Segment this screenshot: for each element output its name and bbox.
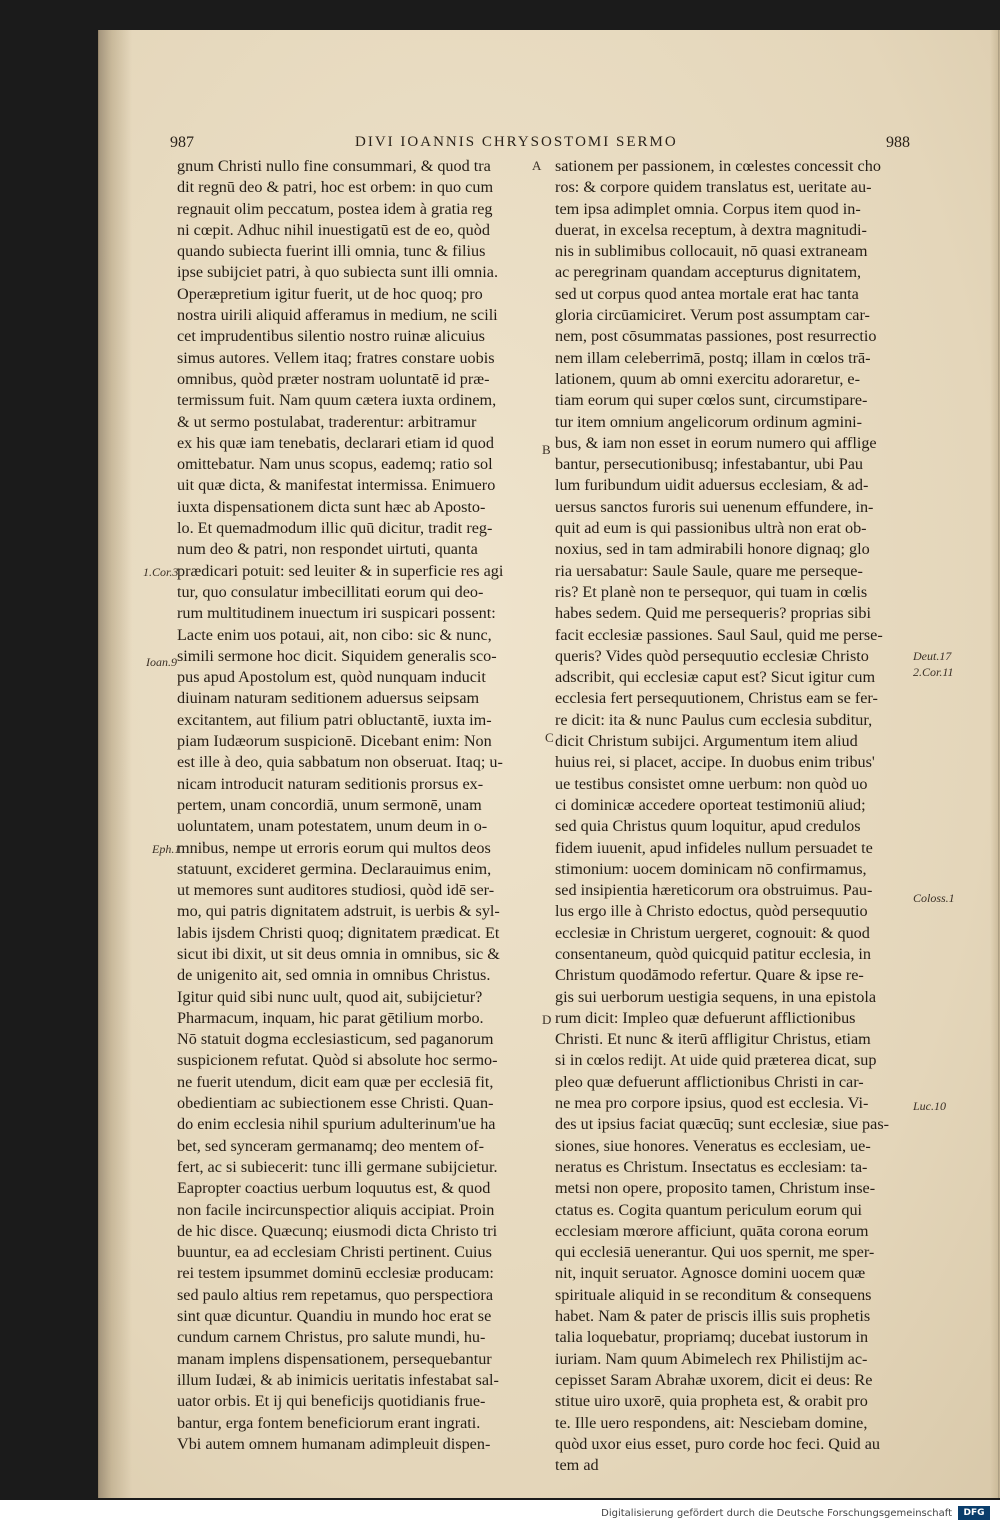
text-line: rum dicit: Impleo quæ defuerunt afflictionibus [555,1008,856,1027]
text-line: ut memores sunt auditores studiosi, quòd idē ser- [177,881,495,900]
text-line: spirituale aliquid in se reconditum & consequens [555,1285,872,1304]
text-line: sint quæ dicuntur. Quandiu in mundo hoc erat se [177,1307,492,1326]
text-line: tem ad [555,1456,599,1475]
text-line: sed ut corpus quod antea mortale erat hac tanta [555,284,859,303]
section-marker-b: B [542,442,551,457]
text-line: Christi. Et nunc & iterū affligitur Christus, etiam [555,1030,871,1049]
text-line: bantur, erga fontem beneficiorum erant ingrati. [177,1413,481,1432]
text-line: omnibus, quòd præter nostram uoluntatē id præ- [177,369,490,388]
text-line: sed insipientia hæreticorum ora obstruimus. Pau- [555,881,873,900]
funding-credit: Digitalisierung gefördert durch die Deutsche Forschungsgemeinschaft [601,1508,952,1519]
text-line: rum multitudinem inuectum iri suspicari possent: [177,604,496,623]
text-line: lo. Et quemadmodum illic quū dicitur, tradit reg- [177,519,493,538]
text-line: num deo & patri, non respondet uirtuti, quanta [177,540,478,559]
text-line: cepisset Saram Abrahæ uxorem, dicit ei deus: Re [555,1370,873,1389]
text-line: pus apud Apostolum est, quòd nunquam inducit [177,668,486,687]
text-line: gnum Christi nullo fine consummari, & quod tra [177,157,491,175]
text-line: manam implens dispensationem, persequebantur [177,1349,492,1368]
text-line: & ut sermo postulabat, traderentur: arbitramur [177,412,477,431]
digitization-footer [0,1500,1000,1526]
text-line: mnibus, nempe ut erroris eorum qui multos deos [177,838,491,857]
text-line: dit regnū deo & patri, hoc est orbem: in quo cum [177,178,494,197]
text-line: bantur, persecutionibusq; infestabantur, ubi Pau [555,455,863,474]
text-line: ipse subijciet patri, à quo subiecta sunt illi omnia. [177,263,498,282]
text-line: prædicari potuit: sed leuiter & in superficie res agi [177,561,504,580]
text-line: Christum quodāmodo refertur. Quare & ipse re- [555,966,864,985]
text-line: quit ad eum is qui passionibus ultrà non erat ob- [555,519,867,538]
text-line: fert, ac si subiecerit: tunc illi germane subijcietur. [177,1157,498,1176]
text-line: queris? Vides quòd persequutio ecclesiæ Christo [555,646,869,665]
text-line: ni cœpit. Adhuc nihil inuestigatū est de eo, quòd [177,220,490,239]
text-line: omittebatur. Nam unus scopus, eademq; ratio sol [177,455,493,474]
text-line: est ille à deo, quia sabbatum non obseruat. Itaq; u- [177,753,503,772]
margin-note-coloss: Coloss.1 [913,891,955,905]
text-line: non facile incircunspectior aliquis accipiat. Proin [177,1200,495,1219]
text-line: si in cœlos redijt. At uide quid præterea dicat, sup [555,1051,877,1070]
text-line: piam Iudæorum suspicionē. Dicebant enim: Non [177,732,492,751]
text-line: cet imprudentibus silentio nostro ruinæ alicuius [177,327,485,346]
text-line: labis ijsdem Christi quoq; dignitatem prædicat. Et [177,923,500,942]
text-line: bus, & iam non esset in eorum numero qui afflige [555,433,877,452]
text-line: de hic disce. Quæcunq; eiusmodi dicta Christo tri [177,1221,498,1240]
text-line: statuunt, excideret germina. Declarauimus enim, [177,859,492,878]
text-line: tiam eorum qui super cœlos sunt, circumstipare- [555,391,868,410]
text-line: uersus sanctos furoris sui uenenum effundere, in- [555,497,874,516]
page-number-right: 988 [886,134,910,151]
text-line: fidem iuuenit, apud infideles nullum persuadet te [555,838,873,857]
text-line: suspicionem refutat. Quòd si absolute hoc sermo- [177,1051,498,1070]
margin-note-luc: Luc.10 [913,1099,946,1113]
text-line: simus autores. Vellem itaq; fratres constare uobis [177,348,495,367]
text-line: Eapropter coactius uerbum loquutus est, & quod [177,1179,491,1198]
left-text-column [177,156,545,1455]
text-line: ctatus es. Cogita quantum periculum eorum qui [555,1200,863,1219]
text-line: iuriam. Nam quum Abimelech rex Philistijm ac- [555,1349,868,1368]
text-line: tur, quo consulatur imbecillitati eorum qui deo- [177,582,484,601]
margin-note-1-cor: 1.Cor.3 [143,565,179,579]
text-line: rei testem ipsummet dominū ecclesiæ producam: [177,1264,494,1283]
text-line: excitantem, aut filium patri obluctantē, iuxta im- [177,710,492,729]
text-line: des ut ipsius faciat quæcūq; sunt ecclesiæ, siue pas- [555,1115,890,1134]
page-gutter-shadow [98,30,132,1498]
text-line: ne mea pro corpore ipsius, quod est ecclesia. Vi- [555,1094,869,1113]
text-line: habet. Nam & pater de priscis illis suis prophetis [555,1307,871,1326]
text-line: talia loquebatur, propriamq; ducebat iustorum in [555,1328,869,1347]
text-line: ne fuerit utendum, dicit eam quæ per ecclesiā fit, [177,1072,494,1091]
text-line: ci dominicæ accedere oporteat testimoniū aliud; [555,795,866,814]
text-line: gloria circūamiciret. Verum post assumptam car- [555,306,870,325]
text-line: iuxta dispensationem dicta sunt hæc ab Aposto- [177,497,486,516]
text-line: ecclesiam mœrore afficiunt, quāta corona eorum [555,1221,869,1240]
text-line: ac peregrinam quandam accepturus dignitatem, [555,263,862,282]
text-line: metsi non opere, proposito tamen, Christum inse- [555,1179,876,1198]
right-text-column [555,156,910,1476]
text-line: stitue uiro uxorē, quia propheta est, & orabit pro [555,1392,868,1411]
text-line: noxius, sed in tam admirabili honore dignaq; glo [555,540,870,559]
text-line: termissum fuit. Nam quum cætera iuxta ordinem, [177,391,497,410]
text-line: cundum carnem Christus, pro salute mundi, hu- [177,1328,486,1347]
text-line: pertem, unam concordiā, unum sermonē, unam [177,795,482,814]
text-line: lum furibundum uidit aduersus ecclesiam, & ad- [555,476,869,495]
text-line: simili sermone hoc dicit. Siquidem generalis sco- [177,646,497,665]
text-line: lationem, quum ab omni exercitu adoraretur, e- [555,369,861,388]
text-line: tem ipsa adimplet omnia. Corpus item quod in- [555,199,861,218]
text-line: uator orbis. Et ij qui beneficijs quotidianis frue- [177,1392,486,1411]
text-line: uit quæ dicta, & manifestat intermissa. Enimuero [177,476,496,495]
text-line: do enim ecclesia nihil spurium adulterinum'ue ha [177,1115,496,1134]
text-line: quòd uxor eius esset, puro corde hoc feci. Quid au [555,1434,881,1453]
text-line: Pharmacum, inquam, hic parat gētilium morbo. [177,1008,484,1027]
text-line: ecclesiæ in Christum uergeret, cognouit: & quod [555,923,870,942]
text-line: consentaneum, quòd quicquid patitur ecclesia, in [555,944,872,963]
text-line: Lacte enim uos potaui, ait, non cibo: sic & nunc, [177,625,492,644]
margin-note-ioan: Ioan.9 [146,655,177,669]
text-line: obedientiam ac subiectionem esse Christi. Quan- [177,1094,494,1113]
text-line: buuntur, ea ad ecclesiam Christi pertinent. Cuius [177,1243,492,1262]
page-number-left: 987 [170,134,194,151]
page-edge [990,30,1000,1498]
dfg-logo: DFG [958,1506,990,1520]
text-line: sed quia Christus quum loquitur, apud credulos [555,817,861,836]
text-line: nem, post cōsummatas passiones, post resurrectio [555,327,877,346]
margin-note-eph: Eph.1 [152,842,181,856]
text-line: gis sui uerborum uestigia sequens, in una epistola [555,987,876,1006]
text-line: de unigenito ait, sed omnia in omnibus Christus. [177,966,491,985]
text-line: siones, siue honores. Veneratus es ecclesiam, ue- [555,1136,871,1155]
text-line: mo, qui patris dignitatem adstruit, is uerbis & syl- [177,902,500,921]
section-marker-d: D [542,1012,552,1027]
text-line: sicut ibi dixit, ut sit deus omnia in omnibus, sic & [177,944,500,963]
text-line: Vbi autem omnem humanam adimpleuit dispen- [177,1434,491,1453]
text-line: stimonium: uocem dominicam nō confirmamus, [555,859,867,878]
text-line: bet, sed synceram germanamq; deo mentem of- [177,1136,485,1155]
text-line: sationem per passionem, in cœlestes concessit cho [555,157,881,175]
text-line: nit, inquit seruator. Agnosce domini uocem quæ [555,1264,866,1283]
text-line: nis in sublimibus collocauit, nō quasi extraneam [555,242,868,261]
margin-note-2-cor: 2.Cor.11 [913,665,954,679]
text-line: quando subiecta fuerint illi omnia, tunc & filius [177,242,486,261]
text-line: tur item omnium angelicorum ordinum agmini- [555,412,863,431]
text-line: Nō statuit dogma ecclesiasticum, sed paganorum [177,1030,494,1049]
text-line: duerat, in excelsa receptum, à dextra magnitudi- [555,220,867,239]
text-line: lus ergo ille à Christo edoctus, quòd persequutio [555,902,868,921]
text-line: Operæpretium igitur fuerit, ut de hoc quoq; pro [177,284,483,303]
running-title: DIVI IOANNIS CHRYSOSTOMI SERMO [355,134,678,150]
text-line: ros: & corpore quidem translatus est, ueritate au- [555,178,872,197]
text-line: dicit Christum subijci. Argumentum item aliud [555,732,858,751]
text-line: sed paulo altius rem repetamus, quo perspectiora [177,1285,494,1304]
text-line: huius rei, si placet, accipe. In duobus enim tribus' [555,753,875,772]
text-line: ex his quæ iam tenebatis, declarari etiam id quod [177,433,494,452]
text-line: Igitur quid sibi nunc uult, quod ait, subijcietur? [177,987,483,1006]
margin-note-deut: Deut.17 [913,649,952,663]
text-line: te. Ille uero respondens, ait: Nesciebam domine, [555,1413,868,1432]
text-line: ris? Et planè non te persequor, qui tuam in cœlis [555,582,868,601]
text-line: habes sedem. Quid me persequeris? proprias sibi [555,604,872,623]
text-line: nem illam celeberrimā, postq; illam in cœlos trā- [555,348,871,367]
text-line: diuinam naturam seditionem aduersus seipsam [177,689,480,708]
text-line: re dicit: ita & nunc Paulus cum ecclesia subditur, [555,710,873,729]
text-line: nostra uirili aliquid afferamus in medium, ne scili [177,306,498,325]
text-line: pleo quæ defuerunt afflictionibus Christi in car- [555,1072,864,1091]
section-marker-a: A [532,158,542,173]
text-line: illum Iudæi, & ab inimicis ueritatis infestabat sal- [177,1370,499,1389]
text-line: ria uersabatur: Saule Saule, quare me perseque- [555,561,863,580]
text-line: ue testibus consistet omne uerbum: non quòd uo [555,774,868,793]
text-line: nicam introducit naturam seditionis prorsus ex- [177,774,484,793]
section-marker-c: C [545,730,554,745]
text-line: ecclesia fert persequutionem, Christus eam se fer- [555,689,878,708]
text-line: uoluntatem, unam potestatem, unum deum in o- [177,817,488,836]
text-line: regnauit olim peccatum, postea idem à gratia reg [177,199,493,218]
text-line: adscribit, qui ecclesiæ caput est? Sicut igitur cum [555,668,876,687]
text-line: qui ecclesiā uenerantur. Qui uos spernit, me sper- [555,1243,875,1262]
text-line: facit ecclesiæ passiones. Saul Saul, quid me perse- [555,625,883,644]
text-line: neratus es Christum. Insectatus es ecclesiam: ta- [555,1157,868,1176]
